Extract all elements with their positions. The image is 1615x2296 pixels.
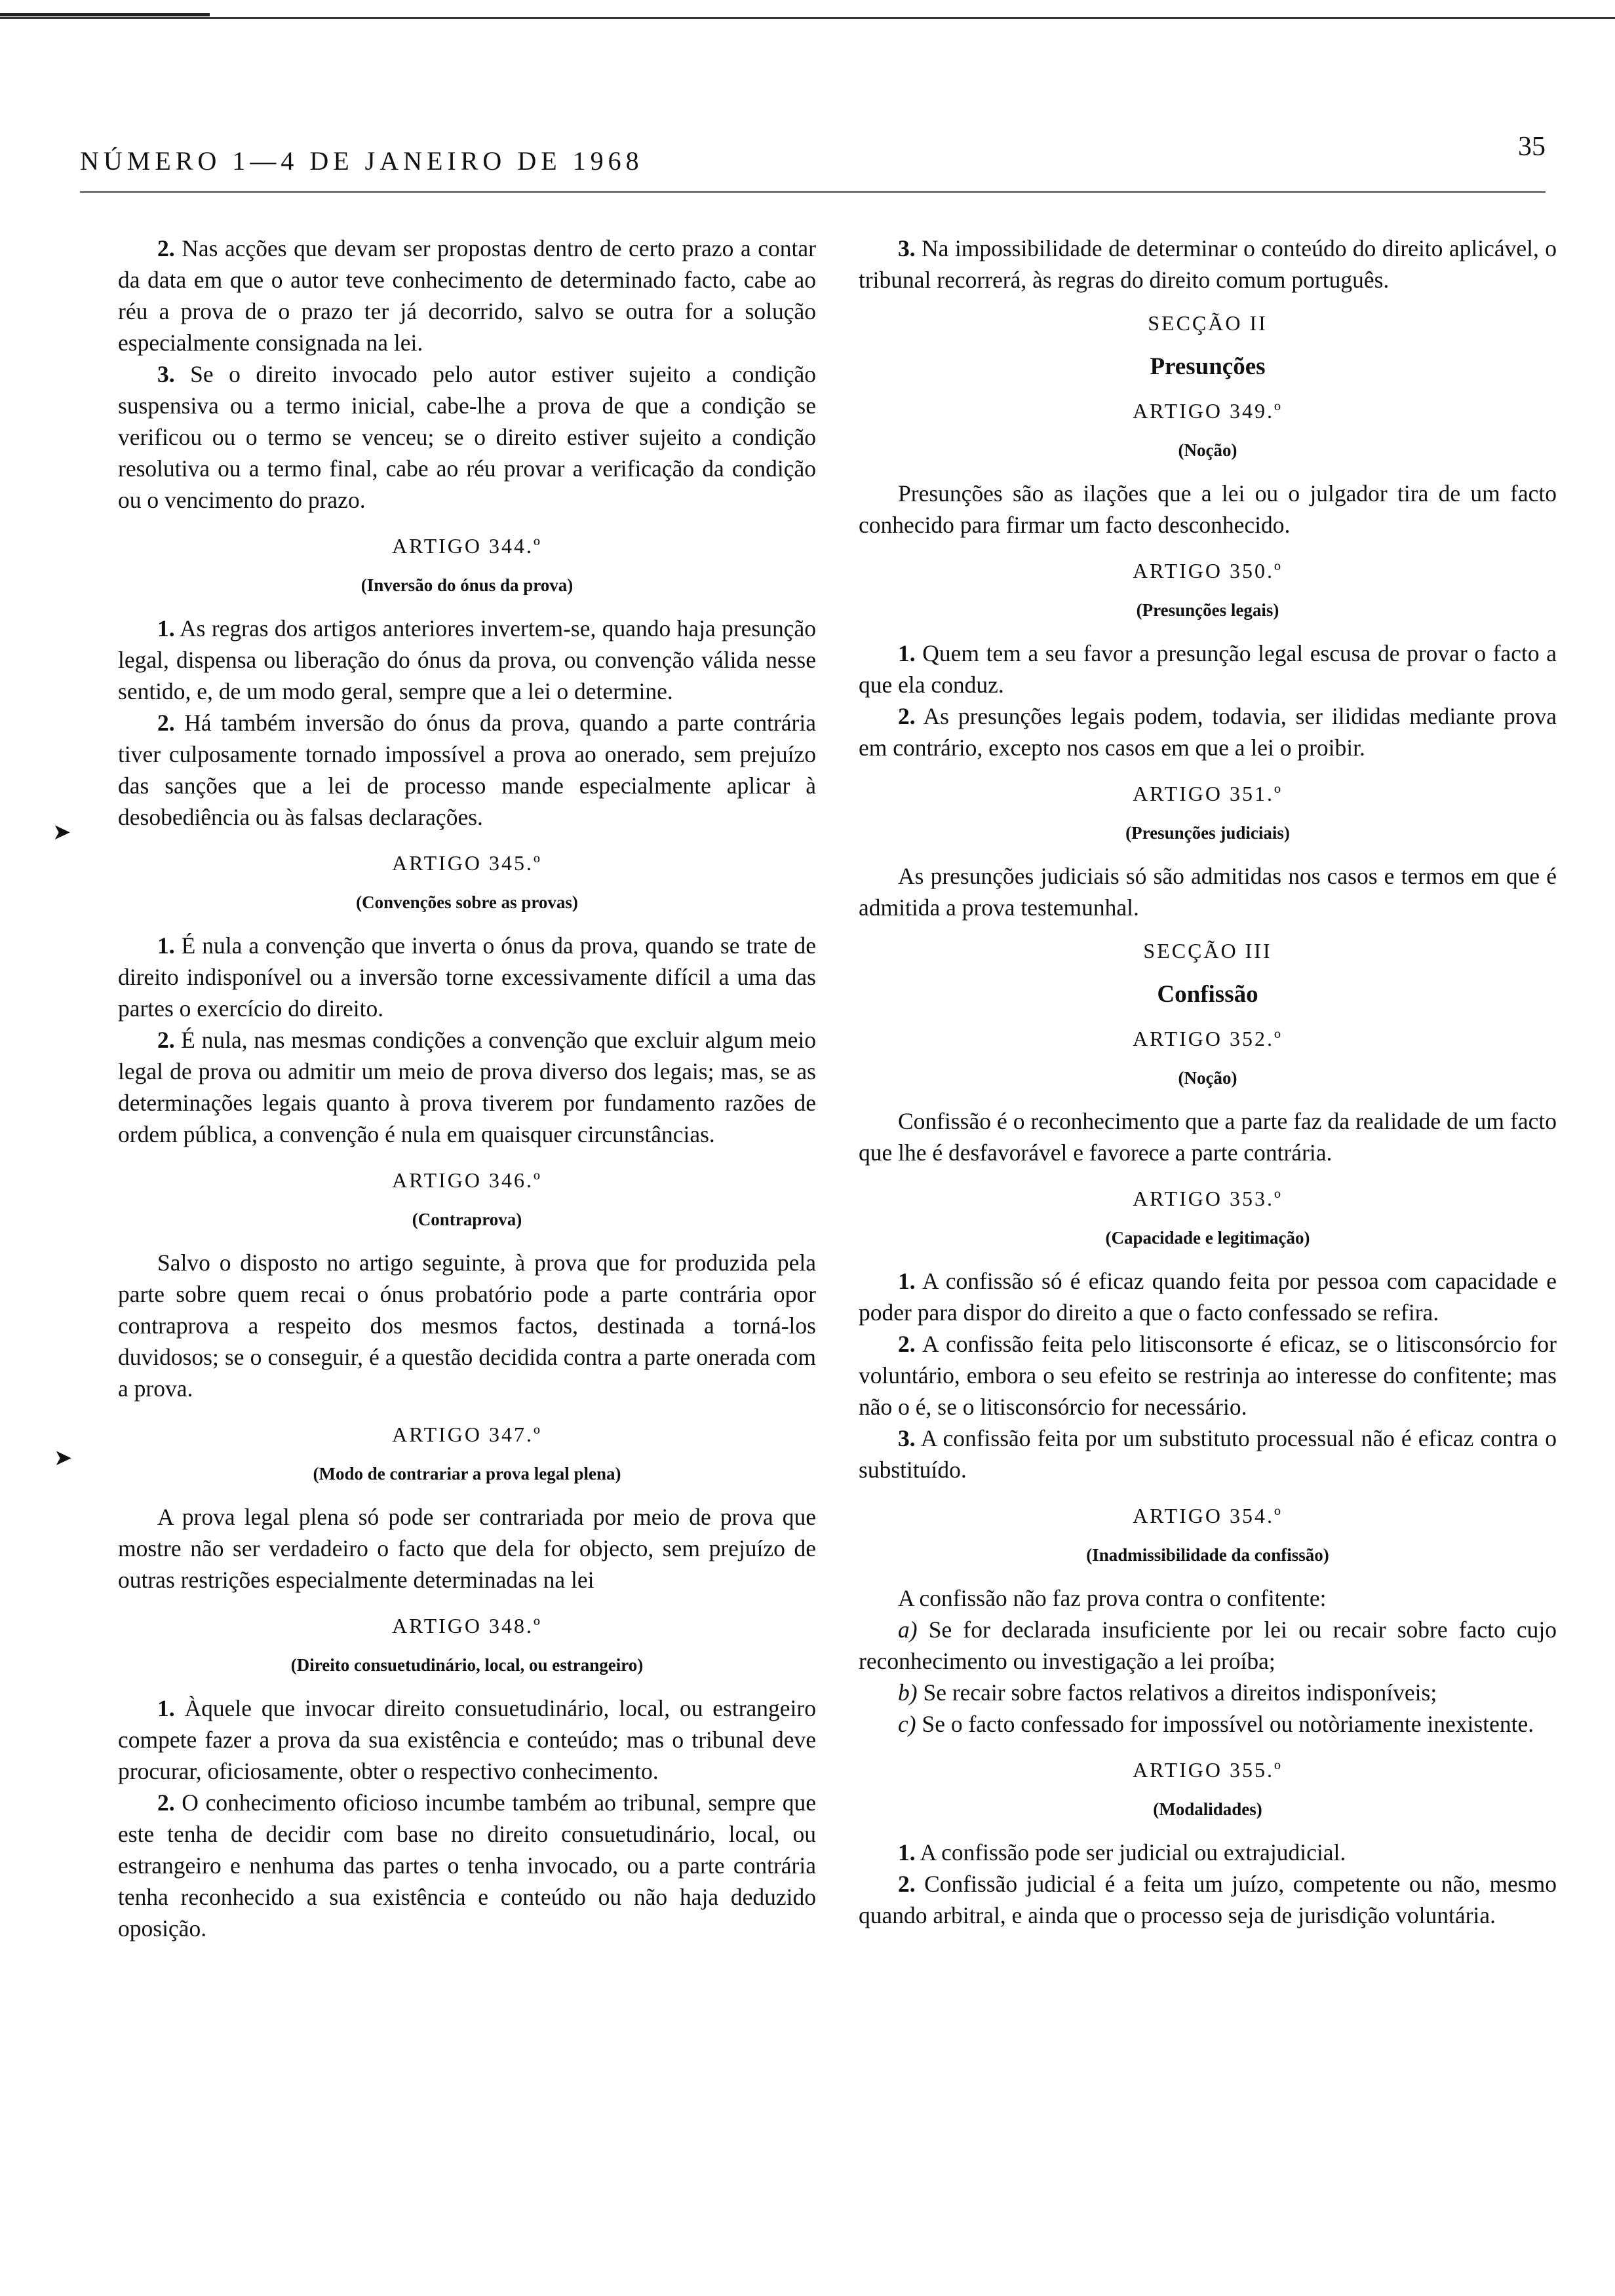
section-title: Presunções bbox=[1150, 353, 1266, 380]
paragraph: a) Se for declarada insuficiente por lei ou recair sobre facto cujo reconhecimento ou investigação a lei proíba; bbox=[859, 1617, 1557, 1674]
page-header bbox=[80, 131, 1546, 183]
section-heading: SECÇÃO II bbox=[1148, 311, 1268, 335]
paragraph: 2. As presunções legais podem, todavia, ser ilididas mediante prova em contrário, excepto nos casos em que a lei o proibir. bbox=[859, 703, 1557, 761]
paragraph: Salvo o disposto no artigo seguinte, à prova que for produzida pela parte sobre quem recai o ónus probatório pode a parte contrária opor contraprova a respeito dos mesmos factos, destinada a torná-los duvidosos; se o conseguir, é a questão decidida contra a parte onerada com a prova. bbox=[118, 1250, 816, 1402]
paragraph: 3. Na impossibilidade de determinar o conteúdo do direito aplicável, o tribunal recorrerá, às regras do direito comum português. bbox=[859, 235, 1557, 293]
paragraph: 2. A confissão feita pelo litisconsorte é eficaz, se o litisconsórcio for voluntário, embora o seu efeito se restrinja ao interesse do confitente; mas não o é, se o litisconsórcio for necessário. bbox=[859, 1331, 1557, 1420]
page-number: 35 bbox=[1518, 132, 1546, 162]
article-heading: ARTIGO 352.º bbox=[1133, 1027, 1283, 1050]
paragraph: 1. Àquele que invocar direito consuetudinário, local, ou estrangeiro compete fazer a prova da sua existência e conteúdo; mas o tribunal deve procurar, oficiosamente, obter o respectivo conhecimento. bbox=[118, 1695, 816, 1784]
article-subtitle: (Modo de contrariar a prova legal plena) bbox=[313, 1464, 621, 1483]
top-border-line bbox=[0, 17, 1615, 19]
article-subtitle: (Noção) bbox=[1178, 1068, 1237, 1088]
paragraph: A prova legal plena só pode ser contrariada por meio de prova que mostre não ser verdadeiro o facto que dela for objecto, sem prejuízo de outras restrições especialmente determinadas na lei bbox=[118, 1504, 816, 1593]
paragraph: 2. Nas acções que devam ser propostas dentro de certo prazo a contar da data em que o autor teve conhecimento de determinado facto, cabe ao réu a prova de o prazo ter já decorrido, salvo se outra for a solução especialmente consignada na lei. bbox=[118, 235, 816, 356]
article-heading: ARTIGO 351.º bbox=[1133, 782, 1283, 805]
article-heading: ARTIGO 347.º bbox=[392, 1423, 542, 1446]
right-column bbox=[859, 233, 1557, 1931]
paragraph: 1. A confissão só é eficaz quando feita por pessoa com capacidade e poder para dispor do direito a que o facto confessado se refira. bbox=[859, 1268, 1557, 1326]
article-heading: ARTIGO 346.º bbox=[392, 1168, 542, 1192]
article-subtitle: (Capacidade e legitimação) bbox=[1105, 1228, 1310, 1248]
article-subtitle: (Convenções sobre as provas) bbox=[356, 892, 578, 912]
paragraph: 1. Quem tem a seu favor a presunção legal escusa de provar o facto a que ela conduz. bbox=[859, 640, 1557, 698]
section-title: Confissão bbox=[1157, 981, 1258, 1008]
paragraph: c) Se o facto confessado for impossível ou notòriamente inexistente. bbox=[898, 1711, 1534, 1737]
running-head: NÚMERO 1—4 DE JANEIRO DE 1968 bbox=[80, 146, 644, 176]
paragraph: 1. A confissão pode ser judicial ou extrajudicial. bbox=[898, 1839, 1346, 1866]
paragraph: Confissão é o reconhecimento que a parte faz da realidade de um facto que lhe é desfavorável e favorece a parte contrária. bbox=[859, 1108, 1557, 1166]
paragraph: 2. É nula, nas mesmas condições a convenção que excluir algum meio legal de prova ou admitir um meio de prova diverso dos legais; mas, se as determinações legais quanto à prova tiverem por fundamento razões de ordem pública, a convenção é nula em quaisquer circunstâncias. bbox=[118, 1027, 816, 1147]
article-subtitle: (Noção) bbox=[1178, 440, 1237, 460]
paragraph: 1. É nula a convenção que inverta o ónus da prova, quando se trate de direito indisponível ou a inversão torne excessivamente difícil a uma das partes o exercício do direito. bbox=[118, 932, 816, 1022]
section-heading: SECÇÃO III bbox=[1143, 939, 1272, 963]
article-heading: ARTIGO 345.º bbox=[392, 851, 542, 875]
left-column bbox=[118, 233, 816, 1944]
bullet-mark-icon: ➤ bbox=[52, 820, 71, 845]
article-subtitle: (Modalidades) bbox=[1153, 1799, 1262, 1819]
article-subtitle: (Inversão do ónus da prova) bbox=[360, 575, 574, 595]
paragraph: A confissão não faz prova contra o confitente: bbox=[898, 1585, 1327, 1611]
article-subtitle: (Inadmissibilidade da confissão) bbox=[1086, 1545, 1329, 1565]
article-heading: ARTIGO 354.º bbox=[1133, 1504, 1283, 1527]
paragraph: Presunções são as ilações que a lei ou o julgador tira de um facto conhecido para firmar um facto desconhecido. bbox=[859, 480, 1557, 538]
article-heading: ARTIGO 350.º bbox=[1133, 559, 1283, 583]
article-heading: ARTIGO 353.º bbox=[1133, 1187, 1283, 1210]
article-heading: ARTIGO 348.º bbox=[392, 1614, 542, 1637]
article-heading: ARTIGO 355.º bbox=[1133, 1758, 1283, 1782]
paragraph: As presunções judiciais só são admitidas nos casos e termos em que é admitida a prova testemunhal. bbox=[859, 863, 1557, 921]
paragraph: 1. As regras dos artigos anteriores invertem-se, quando haja presunção legal, dispensa ou liberação do ónus da prova, ou convenção válida nesse sentido, e, de um modo geral, sempre que a lei o determine. bbox=[118, 615, 816, 704]
bullet-mark-icon: ➤ bbox=[54, 1446, 73, 1470]
paragraph: 2. O conhecimento oficioso incumbe também ao tribunal, sempre que este tenha de decidir com base no direito consuetudinário, local, ou estrangeiro e nenhuma das partes o tenha invocado, ou a parte contrária tenha reconhecido a sua existência e conteúdo ou não haja deduzido oposição. bbox=[118, 1789, 816, 1942]
article-subtitle: (Presunções judiciais) bbox=[1125, 823, 1290, 843]
article-heading: ARTIGO 344.º bbox=[392, 534, 542, 558]
paragraph: b) Se recair sobre factos relativos a direitos indisponíveis; bbox=[898, 1679, 1437, 1706]
article-subtitle: (Contraprova) bbox=[412, 1210, 522, 1229]
paragraph: 3. Se o direito invocado pelo autor estiver sujeito a condição suspensiva ou a termo inicial, cabe-lhe a prova de que a condição se verificou ou o termo se venceu; se o direito estiver sujeito a condição resolutiva ou a termo final, cabe ao réu provar a verificação da condição ou o vencimento do prazo. bbox=[118, 361, 816, 513]
scan-mark-top bbox=[0, 13, 210, 16]
article-heading: ARTIGO 349.º bbox=[1133, 399, 1283, 423]
article-subtitle: (Presunções legais) bbox=[1136, 600, 1279, 620]
paragraph: 2. Confissão judicial é a feita um juízo, competente ou não, mesmo quando arbitral, e ainda que o processo seja de jurisdição voluntária. bbox=[859, 1871, 1557, 1928]
paragraph: 2. Há também inversão do ónus da prova, quando a parte contrária tiver culposamente tornado impossível a prova ao onerado, sem prejuízo das sanções que a lei de processo mande especialmente aplicar à desobediência ou às falsas declarações. bbox=[118, 710, 816, 830]
article-subtitle: (Direito consuetudinário, local, ou estrangeiro) bbox=[290, 1655, 644, 1675]
paragraph: 3. A confissão feita por um substituto processual não é eficaz contra o substituído. bbox=[859, 1425, 1557, 1483]
header-rule bbox=[80, 191, 1546, 193]
